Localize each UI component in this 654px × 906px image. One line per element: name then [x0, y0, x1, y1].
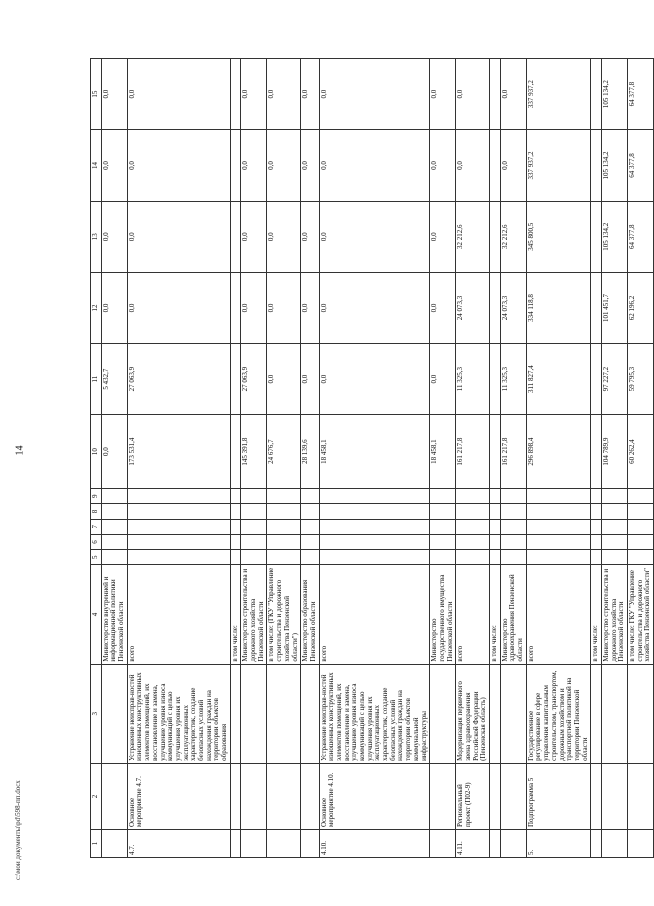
cell-c4: Министерство образования Пензенской области	[301, 565, 319, 664]
cell-c2: Региональный проект (П02-9)	[456, 763, 490, 829]
empty-cell	[490, 534, 501, 549]
empty-cell	[101, 504, 127, 519]
table-row	[101, 59, 127, 858]
empty-cell	[456, 519, 490, 534]
table-row	[601, 59, 627, 858]
empty-cell	[430, 519, 456, 534]
empty-cell	[500, 504, 526, 519]
cell-c2	[628, 763, 654, 829]
value-cell	[591, 415, 602, 489]
empty-cell	[267, 504, 301, 519]
empty-cell	[456, 534, 490, 549]
value-cell: 104 789,9	[601, 415, 627, 489]
value-cell: 32 212,6	[500, 201, 526, 272]
cell-c4: Министерство внутренней и информационной политики Пензенской области	[101, 565, 127, 664]
table-row	[301, 59, 319, 858]
header-cell: 9	[91, 489, 102, 504]
value-cell	[490, 272, 501, 343]
cell-c4: Министерство здравоохранения Пензенской области	[500, 565, 526, 664]
value-cell: 0,0	[301, 130, 319, 201]
cell-c2	[267, 763, 301, 829]
cell-c3	[430, 664, 456, 763]
empty-cell	[101, 519, 127, 534]
empty-cell	[230, 504, 241, 519]
value-cell	[591, 130, 602, 201]
empty-cell	[628, 550, 654, 565]
value-cell	[230, 59, 241, 130]
cell-c3	[591, 664, 602, 763]
empty-cell	[230, 489, 241, 504]
value-cell: 0,0	[319, 272, 430, 343]
cell-c3	[241, 664, 267, 763]
empty-cell	[430, 489, 456, 504]
empty-cell	[267, 534, 301, 549]
cell-c4: в том числе:	[230, 565, 241, 664]
value-cell: 0,0	[241, 201, 267, 272]
value-cell: 0,0	[267, 344, 301, 415]
cell-c4: всего	[526, 565, 591, 664]
value-cell: 5 432,7	[101, 344, 127, 415]
empty-cell	[127, 489, 230, 504]
empty-cell	[127, 519, 230, 534]
empty-cell	[490, 550, 501, 565]
value-cell: 0,0	[241, 272, 267, 343]
value-cell: 62 196,2	[628, 272, 654, 343]
value-cell: 0,0	[430, 130, 456, 201]
value-cell	[490, 415, 501, 489]
empty-cell	[601, 489, 627, 504]
empty-cell	[591, 489, 602, 504]
value-cell: 0,0	[241, 130, 267, 201]
empty-cell	[241, 519, 267, 534]
empty-cell	[230, 534, 241, 549]
cell-c4: всего	[319, 565, 430, 664]
cell-c2	[241, 763, 267, 829]
value-cell: 345 800,5	[526, 201, 591, 272]
value-cell: 0,0	[301, 272, 319, 343]
value-cell: 337 937,2	[526, 130, 591, 201]
empty-cell	[319, 519, 430, 534]
value-cell: 0,0	[267, 272, 301, 343]
cell-c1	[430, 830, 456, 858]
empty-cell	[301, 489, 319, 504]
value-cell: 0,0	[301, 201, 319, 272]
cell-c1	[500, 830, 526, 858]
table-row	[230, 59, 241, 858]
value-cell: 24 073,3	[456, 272, 490, 343]
empty-cell	[591, 534, 602, 549]
value-cell	[230, 201, 241, 272]
value-cell: 311 827,4	[526, 344, 591, 415]
empty-cell	[601, 519, 627, 534]
table-row	[490, 59, 501, 858]
cell-c4: всего	[127, 565, 230, 664]
value-cell	[490, 201, 501, 272]
value-cell: 0,0	[430, 59, 456, 130]
value-cell: 97 227,2	[601, 344, 627, 415]
table-row	[591, 59, 602, 858]
empty-cell	[591, 550, 602, 565]
value-cell: 0,0	[127, 201, 230, 272]
table-row	[127, 59, 230, 858]
value-cell	[490, 130, 501, 201]
cell-c2	[430, 763, 456, 829]
empty-cell	[601, 504, 627, 519]
header-cell: 15	[91, 59, 102, 130]
cell-c3	[101, 664, 127, 763]
cell-c2: Основное мероприятие 4.7.	[127, 763, 230, 829]
empty-cell	[500, 489, 526, 504]
cell-c1: 4.7.	[127, 830, 230, 858]
empty-cell	[456, 504, 490, 519]
value-cell: 64 377,8	[628, 59, 654, 130]
cell-c2	[591, 763, 602, 829]
empty-cell	[430, 504, 456, 519]
value-cell: 161 217,8	[500, 415, 526, 489]
cell-c3: Устранение неисправ-ностей изношенных конструктивных элементов помещений, их восстановление и замена, улучшение уровня износа коммуникаций с целью улучшения уровня их эксплуатационных характеристик, создание безопасных условий нахождения граждан на территории объектов образования	[127, 664, 230, 763]
empty-cell	[430, 534, 456, 549]
empty-cell	[301, 519, 319, 534]
value-cell: 64 377,8	[628, 130, 654, 201]
value-cell: 0,0	[301, 344, 319, 415]
empty-cell	[319, 534, 430, 549]
cell-c2: Основное мероприятие 4.10.	[319, 763, 430, 829]
value-cell	[230, 272, 241, 343]
value-cell: 0,0	[319, 130, 430, 201]
header-row	[91, 59, 102, 858]
header-cell: 3	[91, 664, 102, 763]
empty-cell	[319, 550, 430, 565]
value-cell: 0,0	[267, 201, 301, 272]
value-cell: 28 139,6	[301, 415, 319, 489]
empty-cell	[267, 489, 301, 504]
empty-cell	[591, 504, 602, 519]
table-row	[430, 59, 456, 858]
cell-c1	[301, 830, 319, 858]
table-body	[101, 59, 653, 858]
header-cell: 4	[91, 565, 102, 664]
empty-cell	[301, 550, 319, 565]
cell-c1	[628, 830, 654, 858]
table-row	[500, 59, 526, 858]
empty-cell	[500, 534, 526, 549]
value-cell: 0,0	[101, 415, 127, 489]
value-cell	[490, 59, 501, 130]
cell-c2	[101, 763, 127, 829]
value-cell: 161 217,8	[456, 415, 490, 489]
cell-c4: в том числе: (ГКУ "Управление строительства и дорожного хозяйства Пензенской области")	[267, 565, 301, 664]
empty-cell	[241, 504, 267, 519]
empty-cell	[319, 504, 430, 519]
header-cell: 12	[91, 272, 102, 343]
empty-cell	[526, 519, 591, 534]
table-row	[241, 59, 267, 858]
value-cell	[591, 272, 602, 343]
cell-c4: всего	[456, 565, 490, 664]
value-cell: 0,0	[430, 272, 456, 343]
value-cell: 32 212,6	[456, 201, 490, 272]
empty-cell	[101, 534, 127, 549]
table-row	[456, 59, 490, 858]
value-cell: 0,0	[267, 59, 301, 130]
page-number: 14	[14, 445, 26, 456]
cell-c1: 5.	[526, 830, 591, 858]
value-cell: 0,0	[319, 59, 430, 130]
header-cell: 1	[91, 830, 102, 858]
cell-c4: в том числе: ГКУ "Управление строительства и дорожного хозяйства Пензенской области"	[628, 565, 654, 664]
budget-table	[90, 58, 654, 858]
value-cell: 334 118,8	[526, 272, 591, 343]
value-cell	[591, 344, 602, 415]
cell-c1	[241, 830, 267, 858]
empty-cell	[500, 550, 526, 565]
empty-cell	[301, 534, 319, 549]
cell-c3	[500, 664, 526, 763]
empty-cell	[591, 519, 602, 534]
cell-c1	[591, 830, 602, 858]
header-cell: 2	[91, 763, 102, 829]
cell-c2: Подпрограмма 5	[526, 763, 591, 829]
empty-cell	[241, 550, 267, 565]
header-cell: 13	[91, 201, 102, 272]
value-cell: 0,0	[127, 59, 230, 130]
value-cell	[230, 344, 241, 415]
empty-cell	[301, 504, 319, 519]
empty-cell	[241, 489, 267, 504]
empty-cell	[500, 519, 526, 534]
cell-c1: 4.10.	[319, 830, 430, 858]
value-cell	[490, 344, 501, 415]
empty-cell	[628, 534, 654, 549]
cell-c2	[490, 763, 501, 829]
table-row	[319, 59, 430, 858]
cell-c4: в том числе:	[490, 565, 501, 664]
value-cell: 0,0	[319, 344, 430, 415]
empty-cell	[241, 534, 267, 549]
value-cell	[230, 415, 241, 489]
value-cell: 18 458,1	[430, 415, 456, 489]
footer-path: c:\мои документы\pd\598-пп.docx	[14, 780, 22, 880]
empty-cell	[526, 550, 591, 565]
header-cell: 6	[91, 534, 102, 549]
cell-c1	[267, 830, 301, 858]
cell-c3: Устранение неисправ-ностей изношенных конструктивных элементов помещений, их восстановление и замена, улучшение уровня износа коммуникаций с целью улучшения уровня их эксплуатационных характеристик, создание безопасных условий нахождения граждан на территории объектов коммунальной инфраструктуры	[319, 664, 430, 763]
cell-c3: Государственное регулирование в сфере управления капитальным строительством, транспортом, дорожным хозяйством и транспортной политикой на территории Пензенской области	[526, 664, 591, 763]
empty-cell	[230, 519, 241, 534]
cell-c1	[230, 830, 241, 858]
value-cell: 0,0	[101, 272, 127, 343]
value-cell: 0,0	[456, 130, 490, 201]
header-cell: 10	[91, 415, 102, 489]
cell-c3	[230, 664, 241, 763]
empty-cell	[628, 489, 654, 504]
empty-cell	[127, 504, 230, 519]
value-cell: 0,0	[500, 130, 526, 201]
header-cell: 5	[91, 550, 102, 565]
cell-c3	[628, 664, 654, 763]
value-cell: 11 325,3	[456, 344, 490, 415]
empty-cell	[230, 550, 241, 565]
empty-cell	[601, 550, 627, 565]
value-cell: 105 134,2	[601, 201, 627, 272]
empty-cell	[526, 534, 591, 549]
value-cell: 145 391,8	[241, 415, 267, 489]
header-cell: 7	[91, 519, 102, 534]
empty-cell	[490, 489, 501, 504]
value-cell: 60 262,4	[628, 415, 654, 489]
cell-c2	[500, 763, 526, 829]
value-cell: 0,0	[241, 59, 267, 130]
value-cell: 0,0	[101, 130, 127, 201]
landscape-table-container	[90, 58, 652, 858]
value-cell: 0,0	[127, 130, 230, 201]
cell-c4: Министерство строительства и дорожного хозяйства Пензенской области	[241, 565, 267, 664]
empty-cell	[319, 489, 430, 504]
header-cell: 8	[91, 504, 102, 519]
cell-c3	[601, 664, 627, 763]
cell-c3: Модернизация первичного звена здравоохранения Российской Федерации (Пензенская область)	[456, 664, 490, 763]
empty-cell	[267, 519, 301, 534]
value-cell: 0,0	[101, 201, 127, 272]
empty-cell	[456, 489, 490, 504]
value-cell: 0,0	[500, 59, 526, 130]
value-cell: 59 795,3	[628, 344, 654, 415]
cell-c1	[601, 830, 627, 858]
value-cell: 105 134,2	[601, 130, 627, 201]
value-cell: 337 937,2	[526, 59, 591, 130]
empty-cell	[101, 550, 127, 565]
cell-c4: Министерство строительства и дорожного хозяйства Пензенской области	[601, 565, 627, 664]
value-cell: 105 134,2	[601, 59, 627, 130]
header-cell: 11	[91, 344, 102, 415]
empty-cell	[127, 550, 230, 565]
value-cell: 18 458,1	[319, 415, 430, 489]
empty-cell	[267, 550, 301, 565]
empty-cell	[628, 504, 654, 519]
value-cell	[591, 59, 602, 130]
value-cell: 0,0	[101, 59, 127, 130]
cell-c4: в том числе:	[591, 565, 602, 664]
value-cell: 27 063,9	[241, 344, 267, 415]
empty-cell	[127, 534, 230, 549]
cell-c2	[230, 763, 241, 829]
cell-c1: 4.11.	[456, 830, 490, 858]
value-cell: 0,0	[127, 272, 230, 343]
value-cell	[230, 130, 241, 201]
cell-c1	[490, 830, 501, 858]
empty-cell	[101, 489, 127, 504]
empty-cell	[430, 550, 456, 565]
value-cell: 64 377,8	[628, 201, 654, 272]
empty-cell	[456, 550, 490, 565]
value-cell: 173 531,4	[127, 415, 230, 489]
empty-cell	[526, 489, 591, 504]
empty-cell	[628, 519, 654, 534]
cell-c2	[301, 763, 319, 829]
empty-cell	[526, 504, 591, 519]
cell-c3	[301, 664, 319, 763]
empty-cell	[601, 534, 627, 549]
value-cell: 24 073,3	[500, 272, 526, 343]
table-row	[267, 59, 301, 858]
value-cell: 101 451,7	[601, 272, 627, 343]
value-cell: 0,0	[456, 59, 490, 130]
value-cell: 27 063,9	[127, 344, 230, 415]
cell-c2	[601, 763, 627, 829]
value-cell: 0,0	[319, 201, 430, 272]
value-cell: 11 325,3	[500, 344, 526, 415]
value-cell: 0,0	[430, 201, 456, 272]
value-cell: 0,0	[267, 130, 301, 201]
table-row	[628, 59, 654, 858]
table-row	[526, 59, 591, 858]
value-cell	[591, 201, 602, 272]
value-cell: 0,0	[430, 344, 456, 415]
value-cell: 296 898,4	[526, 415, 591, 489]
empty-cell	[490, 519, 501, 534]
cell-c1	[101, 830, 127, 858]
cell-c3	[490, 664, 501, 763]
value-cell: 24 676,7	[267, 415, 301, 489]
cell-c4: Министерство государственного имущества Пензенской области	[430, 565, 456, 664]
value-cell: 0,0	[301, 59, 319, 130]
header-cell: 14	[91, 130, 102, 201]
empty-cell	[490, 504, 501, 519]
cell-c3	[267, 664, 301, 763]
